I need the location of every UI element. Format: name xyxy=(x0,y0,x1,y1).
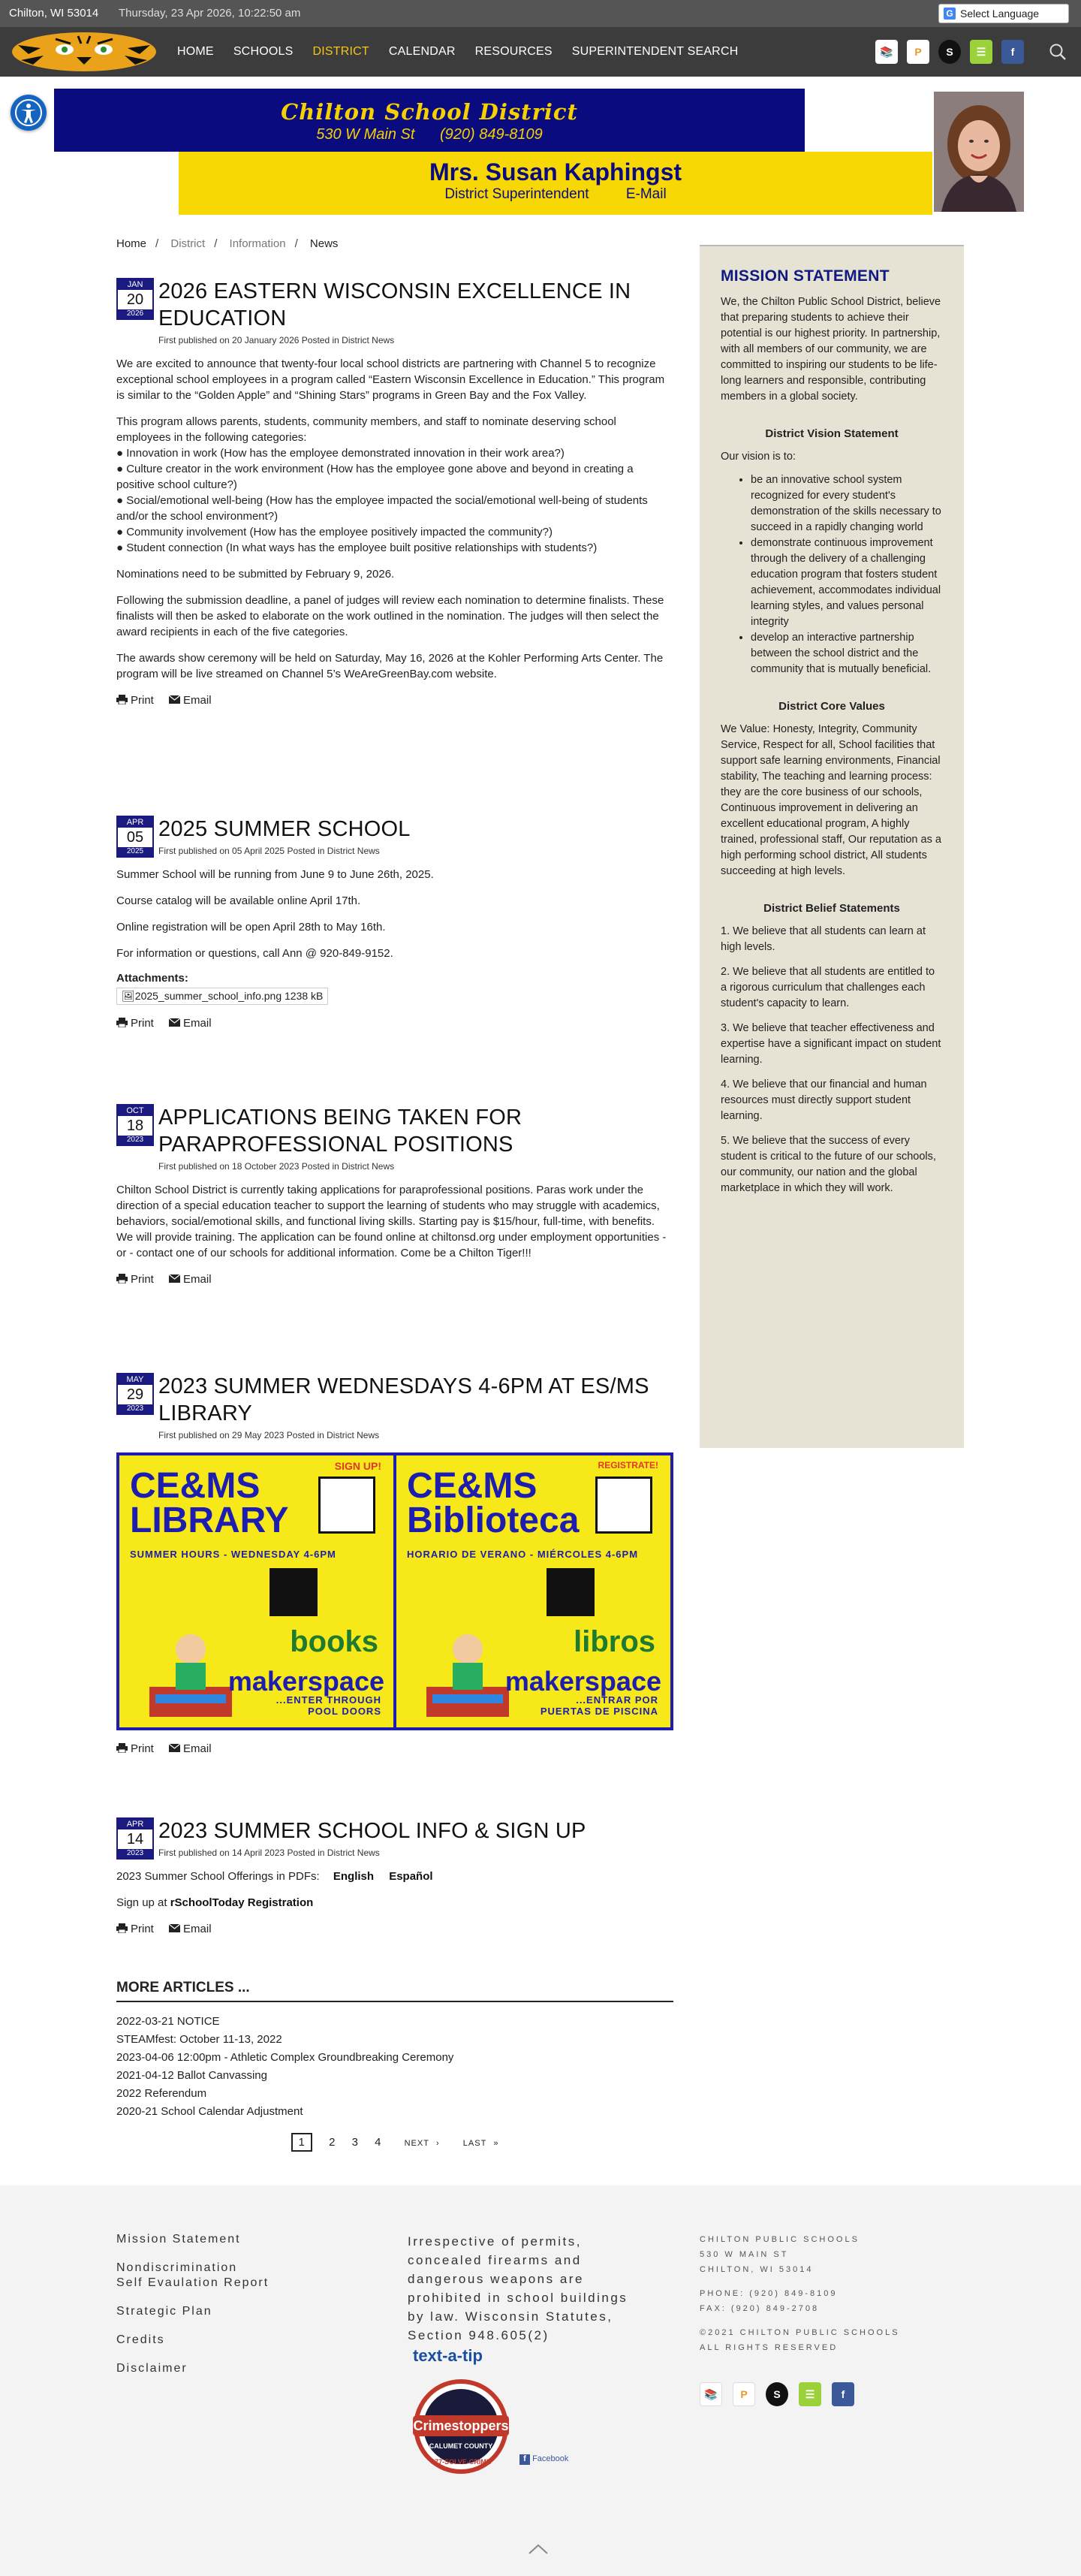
print-link[interactable]: Print xyxy=(116,694,160,707)
superintendent-title: District Superintendent xyxy=(444,186,589,202)
attachments-label: Attachments: xyxy=(116,972,188,985)
article-title[interactable]: APPLICATIONS BEING TAKEN FOR PARAPROFESSIONAL POSITIONS xyxy=(158,1106,522,1157)
date-badge xyxy=(116,816,154,858)
article-paragraph: Nominations need to be submitted by February 9, 2026. xyxy=(116,568,395,581)
facebook-icon[interactable]: f xyxy=(1001,40,1024,64)
date-day: 14 xyxy=(126,1831,144,1848)
superintendent-info xyxy=(179,186,932,203)
more-articles-list xyxy=(116,2013,673,2121)
next-page[interactable]: NEXT › xyxy=(404,2139,440,2148)
parent-portal-icon[interactable]: P xyxy=(907,40,929,64)
lunch-menu-icon[interactable]: ☰ xyxy=(799,2382,821,2406)
footer-link-mission[interactable]: Mission Statement xyxy=(116,2233,241,2246)
offerings-line: 2023 Summer School Offerings in PDFs: English Español xyxy=(116,1870,433,1883)
parent-portal-icon[interactable]: P xyxy=(733,2382,755,2406)
accessibility-icon[interactable] xyxy=(11,95,47,131)
print-icon xyxy=(116,1274,128,1283)
page-3[interactable]: 3 xyxy=(351,2136,358,2149)
vision-title: District Vision Statement xyxy=(765,427,899,440)
article-body xyxy=(116,1182,673,1261)
news-article xyxy=(116,816,673,1030)
print-icon xyxy=(116,1923,128,1933)
article-meta: First published on 20 January 2026 Posted in District News xyxy=(158,335,395,345)
district-banner xyxy=(54,89,805,152)
date-year: 2025 xyxy=(118,847,152,856)
facebook-small-link[interactable]: f Facebook xyxy=(519,2454,568,2465)
date-badge xyxy=(116,1104,154,1146)
english-pdf-link[interactable]: English xyxy=(333,1870,375,1883)
date-year: 2026 xyxy=(118,309,152,318)
search-icon[interactable] xyxy=(1048,42,1067,62)
nav-menu xyxy=(177,45,757,59)
email-link[interactable]: Email xyxy=(169,1923,218,1935)
footer-rights: ALL RIGHTS RESERVED xyxy=(700,2343,839,2352)
district-phone: (920) 849-8109 xyxy=(439,126,543,143)
date-year: 2023 xyxy=(118,1404,152,1413)
vision-item: • be an innovative school system recognized for every student's demonstration of the skills necessary to succeed in a rapidly changing world xyxy=(751,472,943,535)
main-content xyxy=(116,237,673,2149)
belief-item: 3. We believe that teacher effectiveness and expertise have a significant impact on student learning. xyxy=(721,1022,941,1066)
article-paragraph: We are excited to announce that twenty-four local school districts are partnering with Channel 5 to recognize exceptional school employees in a program called “Eastern Wisconsin Excellence in Education.” This program is similar to the “Golden Apple” and “Shining Stars” programs in Green Bay and the Fox Valley. xyxy=(116,357,665,402)
footer-fax: FAX: (920) 849-2708 xyxy=(700,2304,820,2313)
superintendent-email-link[interactable]: E-Mail xyxy=(625,186,667,202)
vision-item: • develop an interactive partnership between the school district and the community that is mutually beneficial. xyxy=(751,630,943,677)
article-body xyxy=(116,1869,673,1911)
reading-kid-illustration xyxy=(426,1619,509,1717)
top-info-bar xyxy=(0,0,1081,27)
email-link[interactable]: Email xyxy=(169,1017,218,1030)
article-title[interactable]: 2023 SUMMER SCHOOL INFO & SIGN UP xyxy=(158,1819,586,1843)
footer-social-links xyxy=(700,2382,854,2406)
footer-link-credits[interactable]: Credits xyxy=(116,2333,165,2346)
nav-home[interactable]: HOME xyxy=(177,45,214,58)
print-icon xyxy=(116,1743,128,1753)
article-tools xyxy=(116,694,673,707)
vision-item: • demonstrate continuous improvement through the delivery of a challenging education program that fosters student achievement, accommodates individual learning styles, and values personal integrity xyxy=(751,535,943,630)
mission-text: We, the Chilton Public School District, believe that preparing students to achieve their potential is our highest priority. In partnership, with all members of our community, we are committed to inspiring our students to be life-long learners and responsible, contributing members in a global society. xyxy=(721,296,941,403)
article-paragraph: The awards show ceremony will be held on Saturday, May 16, 2026 at the Kohler Performing Arts Center. The program will be live streamed on Channel 5’s WeAreGreenBay.com website. xyxy=(116,652,664,680)
core-values-text: We Value: Honesty, Integrity, Community Service, Respect for all, School facilities that support safe learning environments, Financial stability, The teaching and learning process: they are the core business of our schools, Continuous improvement in delivering an excellent educational program, A highly trained, professional staff, Our reputation as a high performing school district, All students succeeding at high levels. xyxy=(721,723,941,877)
article-paragraph: Course catalog will be available online April 17th. xyxy=(116,894,361,907)
last-page[interactable]: LAST » xyxy=(462,2139,499,2148)
poster-subheading: HORARIO DE VERANO - MIÉRCOLES 4-6PM xyxy=(407,1549,639,1560)
page-2[interactable]: 2 xyxy=(329,2136,336,2149)
print-icon xyxy=(116,1018,128,1027)
date-year: 2023 xyxy=(118,1136,152,1145)
footer-link-nondiscrimination[interactable]: Nondiscrimination Self Evaulation Report xyxy=(116,2261,269,2289)
rschooltoday-link[interactable]: rSchoolToday Registration xyxy=(170,1896,314,1909)
poster-signup: SIGN UP! xyxy=(334,1460,381,1472)
mission-sidebar xyxy=(700,245,964,1448)
lunch-menu-icon[interactable]: ☰ xyxy=(970,40,992,64)
article-paragraph: Chilton School District is currently taking applications for paraprofessional positions. Paras work under the direction of a special education teacher to support the learning of students who may struggle with academics, behaviors, social/emotional skills, and functional living skills. Starting pay is $15/hour, full-time, with benefits. We will provide training. The application can be found online at chiltonsd.org under employment opportunities - or - contact one of our schools for additional information. Come be a Chilton Tiger!!! xyxy=(116,1184,667,1259)
print-link[interactable]: Print xyxy=(116,1273,160,1286)
email-icon xyxy=(169,1743,180,1753)
footer-link-disclaimer[interactable]: Disclaimer xyxy=(116,2362,188,2375)
more-article-link[interactable]: STEAMfest: October 11-13, 2022 xyxy=(116,2033,282,2046)
more-articles xyxy=(116,1980,673,2121)
article-paragraph: Following the submission deadline, a panel of judges will review each nomination to determine finalists. These finalists will then be asked to elaborate on the work outlined in the nomination. The judges will then select the award recipients in each of the five categories. xyxy=(116,594,664,638)
crimestoppers-logo[interactable] xyxy=(408,2378,513,2475)
more-article-link[interactable]: 2021-04-12 Ballot Canvassing xyxy=(116,2069,267,2082)
article-body xyxy=(116,867,673,961)
date-day: 20 xyxy=(126,291,144,308)
footer-address-2: CHILTON, WI 53014 xyxy=(700,2265,814,2274)
date-month: MAY xyxy=(118,1374,152,1385)
signup-line: Sign up at rSchoolToday Registration xyxy=(116,1896,314,1909)
dice-icon xyxy=(547,1568,595,1616)
skyward-icon[interactable]: S xyxy=(938,40,961,64)
poster-signup: REGISTRATE! xyxy=(598,1460,658,1470)
article-tools xyxy=(116,1273,673,1286)
belief-item: 1. We believe that all students can learn at high levels. xyxy=(721,925,926,953)
article-paragraph: This program allows parents, students, community members, and staff to nominate deserving school employees in the following categories: ● Innovation in work (How has the employee demonstrated innovation in their work area?) ● Culture creator in the work environment (How has the employee gone above and beyond in creating a positive school culture?) ● Social/emotional well-being (How has the employee impacted the social/emotional well-being of students and/or the school environment?) ● Community involvement (How has the employee positively impacted the community?) ● Student connection (In what ways has the employee built positive relationships with students?) xyxy=(116,415,648,554)
svg-text:Crimestoppers: Crimestoppers xyxy=(413,2418,509,2433)
belief-title: District Belief Statements xyxy=(763,902,900,915)
date-month: APR xyxy=(118,817,152,828)
footer-address-1: 530 W MAIN ST xyxy=(700,2250,789,2259)
poster-heading: CE&MS LIBRARY xyxy=(130,1466,289,1540)
belief-item: 2. We believe that all students are entitled to a rigorous curriculum that challenges each student's capacity to learn. xyxy=(721,966,935,1009)
svg-text:CALUMET COUNTY: CALUMET COUNTY xyxy=(429,2442,493,2450)
footer-contact xyxy=(700,2232,900,2355)
footer xyxy=(0,2185,1081,2576)
article-paragraph: Online registration will be open April 28th to May 16th. xyxy=(116,921,386,934)
print-icon xyxy=(116,695,128,704)
page-4[interactable]: 4 xyxy=(375,2136,381,2149)
date-day: 29 xyxy=(126,1386,144,1403)
email-link[interactable]: Email xyxy=(169,1742,218,1755)
footer-phone: PHONE: (920) 849-8109 xyxy=(700,2289,838,2298)
vision-intro: Our vision is to: xyxy=(721,451,796,463)
poster-note: ...ENTRAR POR PUERTAS DE PISCINA xyxy=(540,1694,658,1717)
email-icon xyxy=(169,1923,180,1933)
nav-superintendent-search[interactable]: SUPERINTENDENT SEARCH xyxy=(571,45,739,58)
print-link[interactable]: Print xyxy=(116,1923,160,1935)
poster-word: books xyxy=(290,1625,378,1658)
article-paragraph: Summer School will be running from June 9 to June 26th, 2025. xyxy=(116,868,434,881)
date-month: JAN xyxy=(118,279,152,290)
date-day: 05 xyxy=(126,829,144,846)
breadcrumb-district[interactable]: District xyxy=(170,237,206,250)
poster-subheading: SUMMER HOURS - WEDNESDAY 4-6PM xyxy=(130,1549,336,1560)
library-poster-image xyxy=(116,1452,673,1730)
footer-copyright: ©2021 CHILTON PUBLIC SCHOOLS xyxy=(700,2328,900,2337)
breadcrumb-information[interactable]: Information xyxy=(229,237,286,250)
attachment-link[interactable]: 🖼2025_summer_school_info.png 1238 kB xyxy=(116,988,328,1005)
text-a-tip-logo[interactable] xyxy=(410,2345,507,2370)
location-text: Chilton, WI 53014 xyxy=(9,7,99,20)
staff-portal-icon[interactable]: 📚 xyxy=(700,2382,722,2406)
nav-resources[interactable]: RESOURCES xyxy=(474,45,553,58)
date-month: OCT xyxy=(118,1106,152,1116)
more-articles-title: MORE ARTICLES ... xyxy=(116,1980,673,2002)
news-article xyxy=(116,1104,673,1286)
article-meta: First published on 29 May 2023 Posted in District News xyxy=(158,1430,380,1440)
more-article-link[interactable]: 2022-03-21 NOTICE xyxy=(116,2015,220,2028)
poster-heading: CE&MS Biblioteca xyxy=(407,1466,580,1540)
article-tools xyxy=(116,1742,673,1755)
news-article xyxy=(116,278,673,707)
footer-links xyxy=(116,2232,269,2390)
article-paragraph: For information or questions, call Ann @ 920-849-9152. xyxy=(116,947,393,960)
poster-word: libros xyxy=(574,1625,655,1658)
article-body xyxy=(116,356,673,682)
nav-calendar[interactable]: CALENDAR xyxy=(388,45,456,58)
google-translate-icon: G xyxy=(944,8,956,20)
superintendent-photo xyxy=(934,92,1024,212)
district-name: Chilton School District xyxy=(281,99,578,125)
article-title[interactable]: 2023 SUMMER WEDNESDAYS 4-6PM AT ES/MS LIBRARY xyxy=(158,1374,649,1425)
news-article xyxy=(116,1373,673,1755)
back-to-top-icon[interactable] xyxy=(528,2543,549,2555)
main-navbar xyxy=(0,27,1081,77)
staff-portal-icon[interactable]: 📚 xyxy=(875,40,898,64)
mission-title: MISSION STATEMENT xyxy=(721,267,890,285)
news-article xyxy=(116,1817,673,1935)
article-title[interactable]: 2025 SUMMER SCHOOL xyxy=(158,817,411,841)
pagination xyxy=(116,2133,673,2152)
email-link[interactable]: Email xyxy=(169,1273,218,1286)
language-select-label: Select Language xyxy=(960,8,1040,20)
email-link[interactable]: Email xyxy=(169,694,218,707)
more-article-link[interactable]: 2023-04-06 12:00pm - Athletic Complex Groundbreaking Ceremony xyxy=(116,2051,454,2064)
district-address: 530 W Main St xyxy=(316,126,415,143)
article-meta: First published on 14 April 2023 Posted in District News xyxy=(158,1848,380,1858)
svg-text:877-SOLVE-CRIME: 877-SOLVE-CRIME xyxy=(431,2458,491,2466)
language-select[interactable] xyxy=(938,4,1069,23)
poster-english xyxy=(119,1455,393,1727)
dice-icon xyxy=(269,1568,318,1616)
core-values-title: District Core Values xyxy=(778,700,885,713)
article-meta: First published on 05 April 2025 Posted in District News xyxy=(158,846,380,856)
nav-schools[interactable]: SCHOOLS xyxy=(233,45,294,58)
superintendent-name: Mrs. Susan Kaphingst xyxy=(429,158,682,186)
article-tools xyxy=(116,1017,673,1030)
header-social-links xyxy=(875,40,1024,64)
email-icon xyxy=(169,1274,180,1283)
tiger-logo[interactable] xyxy=(11,32,158,72)
svg-text:text-a-tip: text-a-tip xyxy=(413,2346,483,2365)
date-month: APR xyxy=(118,1819,152,1829)
page-1[interactable]: 1 xyxy=(291,2133,312,2152)
vision-list xyxy=(721,472,943,677)
more-article-link[interactable]: 2020-21 School Calendar Adjustment xyxy=(116,2105,303,2118)
breadcrumb: Home / District / Information / News xyxy=(116,237,339,250)
spanish-pdf-link[interactable]: Español xyxy=(389,1870,433,1883)
poster-word: makerspace xyxy=(504,1666,661,1697)
print-link[interactable]: Print xyxy=(116,1742,160,1755)
facebook-icon[interactable]: f xyxy=(832,2382,854,2406)
district-contact xyxy=(54,126,805,143)
skyward-icon[interactable]: S xyxy=(766,2382,788,2406)
breadcrumb-news: News xyxy=(309,237,339,250)
poster-spanish xyxy=(396,1455,670,1727)
firearms-notice: Irrespective of permits, concealed firearms and dangerous weapons are prohibited in school buildings by law. Wisconsin Statutes, Section 948.605(2) xyxy=(408,2234,628,2342)
footer-org: CHILTON PUBLIC SCHOOLS xyxy=(700,2235,860,2244)
email-icon xyxy=(169,1018,180,1027)
qr-code-icon xyxy=(595,1477,652,1534)
reading-kid-illustration xyxy=(149,1619,232,1717)
email-icon xyxy=(169,695,180,704)
date-badge xyxy=(116,1373,154,1415)
superintendent-banner xyxy=(179,152,932,215)
qr-code-icon xyxy=(318,1477,375,1534)
article-meta: First published on 18 October 2023 Posted in District News xyxy=(158,1161,395,1172)
belief-item: 4. We believe that our financial and human resources must directly support student learning. xyxy=(721,1078,927,1122)
article-title[interactable]: 2026 EASTERN WISCONSIN EXCELLENCE IN EDUCATION xyxy=(158,279,631,330)
print-link[interactable]: Print xyxy=(116,1017,160,1030)
poster-note: ...ENTER THROUGH POOL DOORS xyxy=(276,1694,381,1717)
date-badge xyxy=(116,278,154,320)
breadcrumb-home[interactable]: Home xyxy=(116,237,147,250)
more-article-link[interactable]: 2022 Referendum xyxy=(116,2087,207,2100)
datetime-text: Thursday, 23 Apr 2026, 10:22:50 am xyxy=(119,7,301,20)
footer-link-strategic-plan[interactable]: Strategic Plan xyxy=(116,2305,212,2318)
article-tools xyxy=(116,1923,673,1935)
poster-word: makerspace xyxy=(227,1666,384,1697)
nav-district[interactable]: DISTRICT xyxy=(312,45,369,58)
date-year: 2023 xyxy=(118,1849,152,1858)
date-badge xyxy=(116,1817,154,1860)
belief-item: 5. We believe that the success of every student is critical to the future of our schools, our community, our nation and the global marketplace in which they will work. xyxy=(721,1135,936,1194)
date-day: 18 xyxy=(126,1118,144,1134)
